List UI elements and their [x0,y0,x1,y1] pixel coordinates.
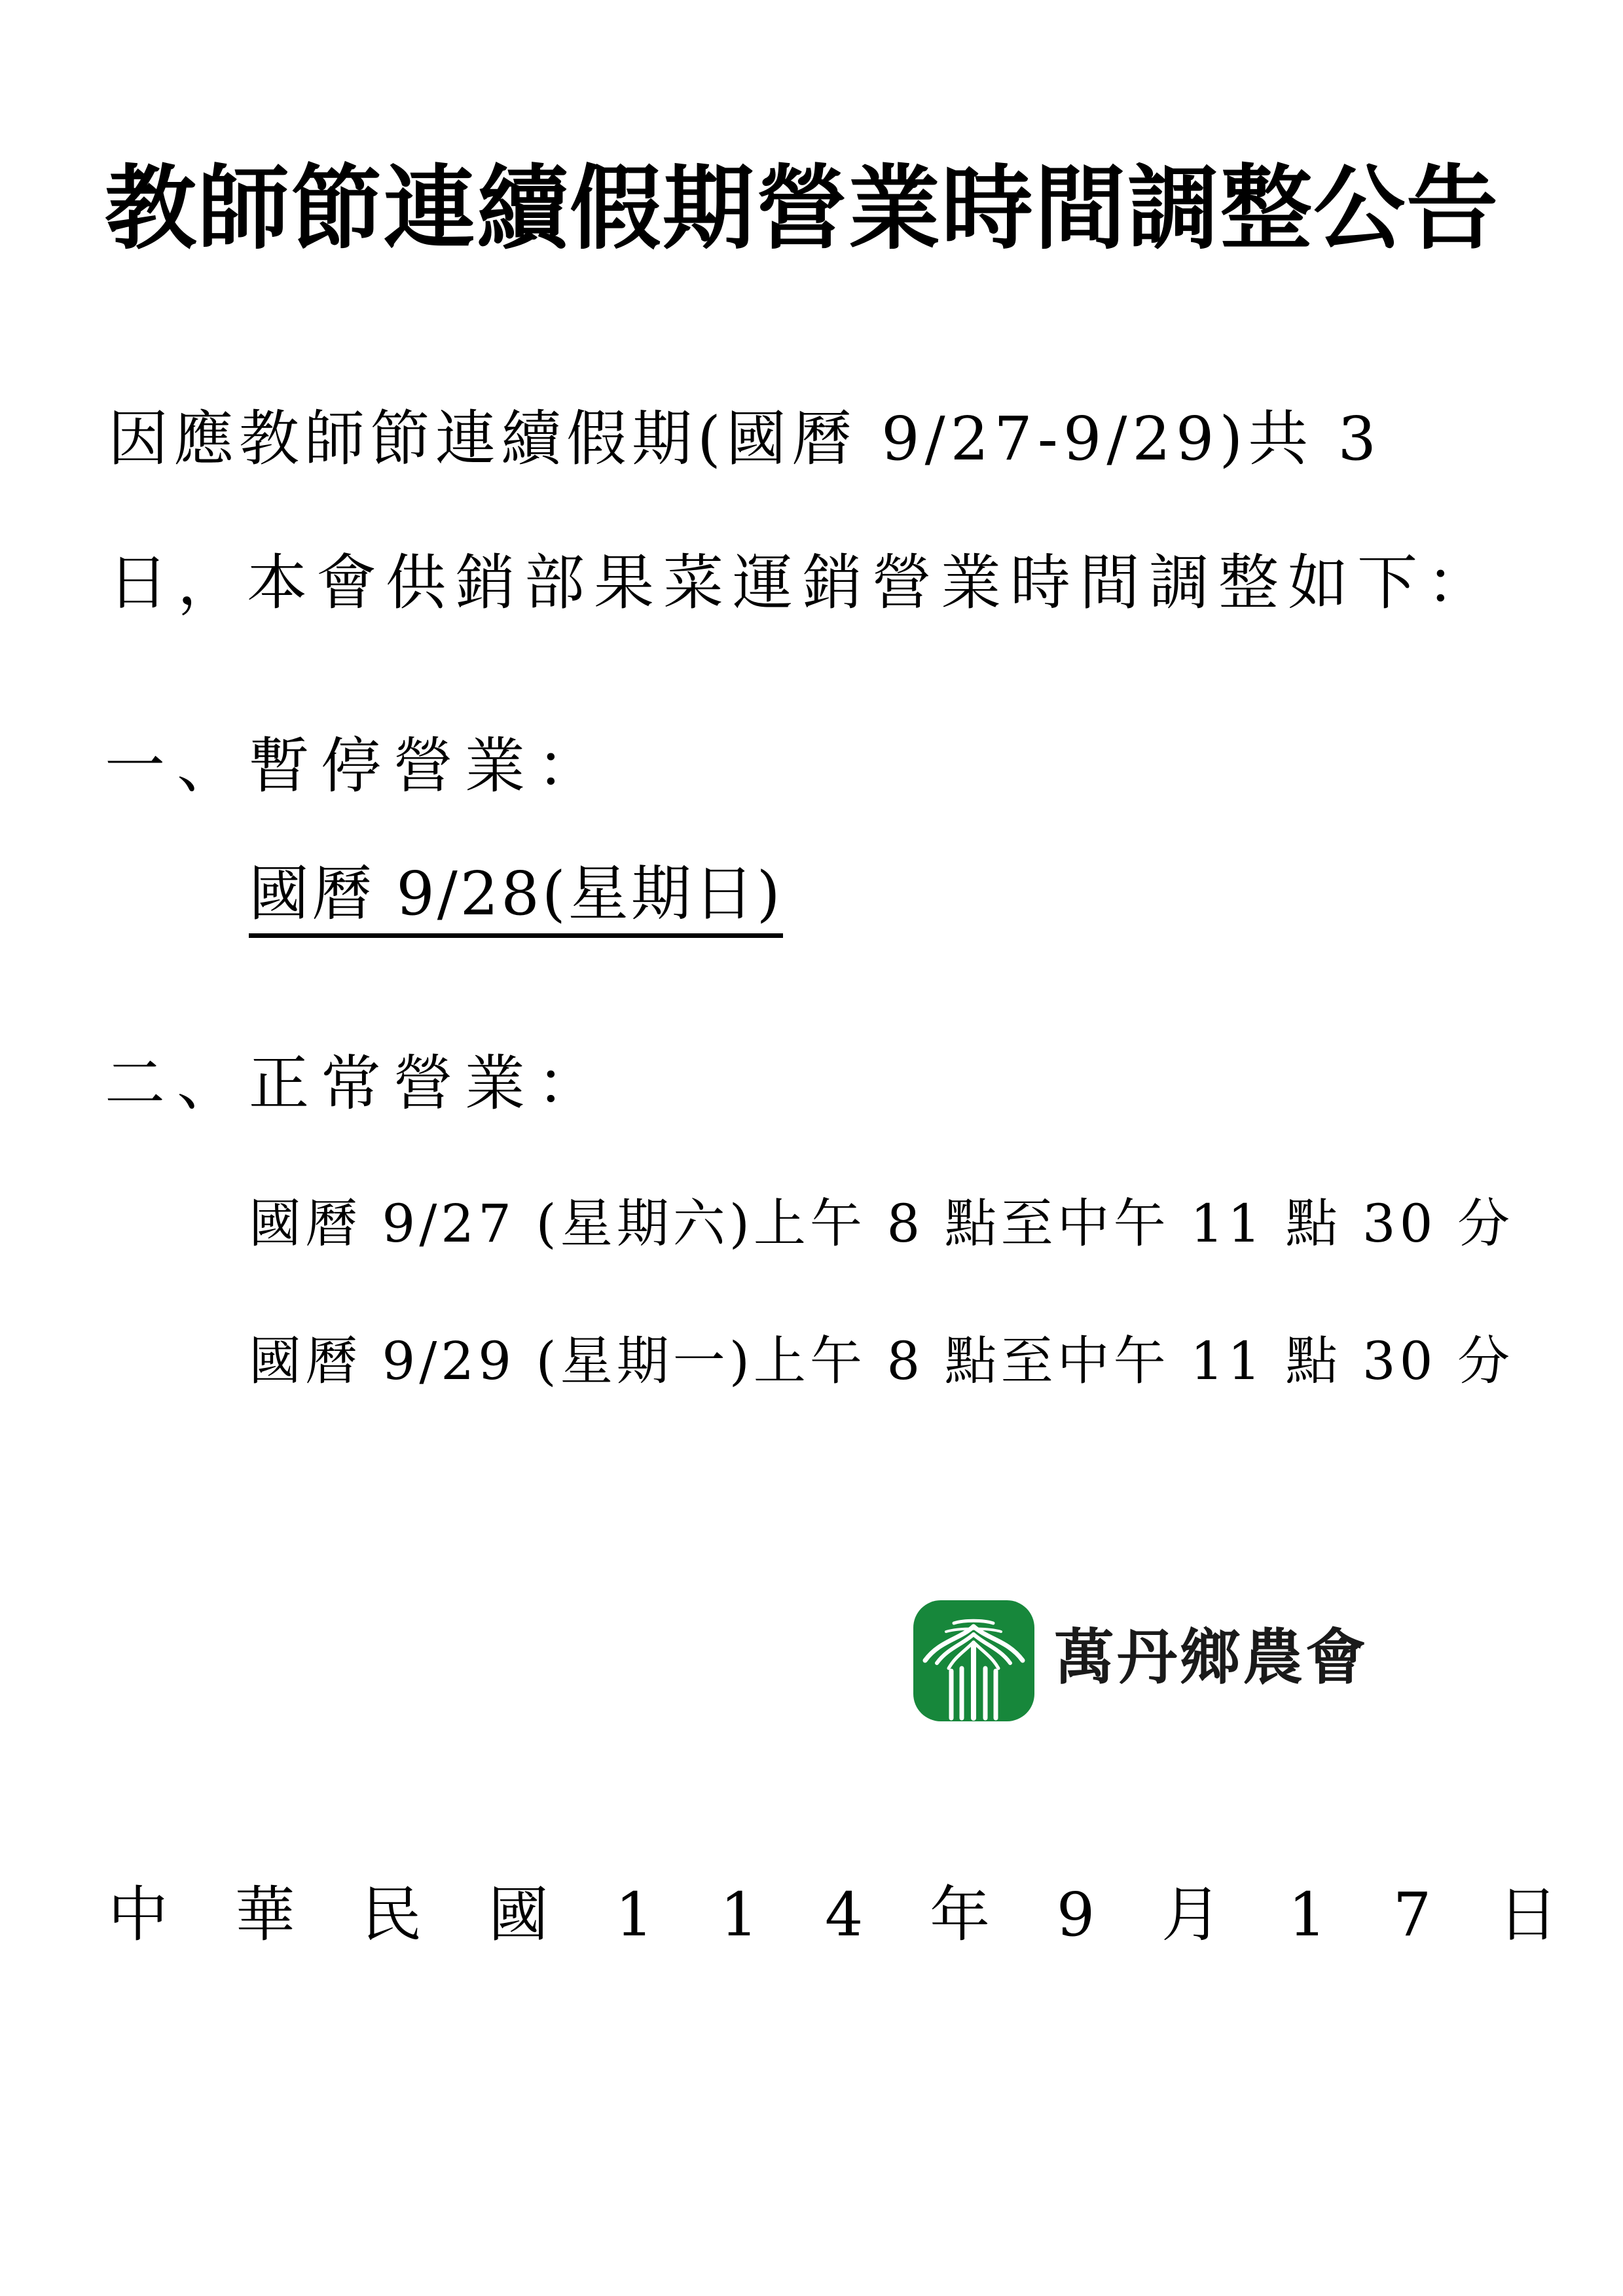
open-hours-item: 國曆 9/27 (星期六)上午 8 點至中午 11 點 30 分 [249,1193,1514,1254]
announcement-title: 教師節連續假期營業時間調整公告 [105,156,1500,262]
closed-date: 國曆 9/28(星期日) [249,864,783,938]
date-char: 國 [488,1880,549,1950]
date-char: 1 [720,1880,759,1950]
intro-line-2: 日，本會供銷部果菜運銷營業時間調整如下： [108,548,1497,618]
open-hours-item: 國曆 9/29 (星期一)上午 8 點至中午 11 點 30 分 [249,1331,1514,1391]
date-char: 民 [361,1880,422,1950]
farmers-association-emblem-icon [913,1600,1034,1721]
organization-name: 萬丹鄉農會 [1054,1623,1369,1693]
issue-date [108,1880,1558,1950]
date-char: 4 [824,1880,864,1950]
date-char: 日 [1497,1880,1558,1950]
date-char: 9 [1056,1880,1095,1950]
organization-logo [913,1600,1437,1721]
date-char: 中 [108,1880,169,1950]
date-char: 7 [1393,1880,1432,1950]
date-char: 華 [234,1880,295,1950]
intro-line-1: 因應教師節連續假期(國曆 9/27-9/29)共 3 [108,404,1382,474]
date-char: 1 [615,1880,654,1950]
date-char: 月 [1161,1880,1222,1950]
section-closed-heading: 一、暫停營業： [105,731,610,801]
section-open-heading: 二、正常營業： [105,1049,610,1119]
date-char: 1 [1288,1880,1327,1950]
date-char: 年 [930,1880,991,1950]
